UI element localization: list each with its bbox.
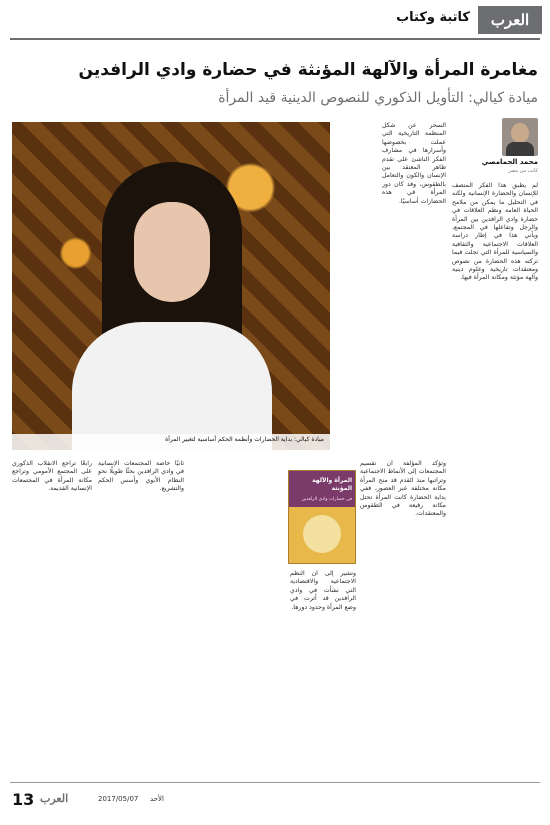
body-column-lower-right: وتؤكد المؤلفة أن تقسيم المجتمعات إلى الأنماط الاجتماعية وتراتبها منذ القدم قد منح المرأة مكانة مختلفة عبر العصور، ففي بداية الحضارة كانت المرأة تحتل مكانة رفيعة في الطقوس والمعتقدات. <box>360 460 446 518</box>
article-photo <box>12 122 330 450</box>
body-column-left-inner: ثانيًا خاصة المجتمعات الإنسانية في وادي الرافدين بحثًا طويلًا نحو النظام الأبوي وأسس الحكم والتشريع. <box>98 460 184 493</box>
author-photo <box>502 118 538 156</box>
footer-day: الأحد <box>150 795 164 803</box>
header-divider <box>10 38 540 40</box>
page-header <box>0 0 550 40</box>
page-number: 13 <box>12 790 35 809</box>
photo-caption: ميادة كيالي: بداية الحضارات وأنظمة الحكم أساسية لتغيير المرأة <box>165 436 324 443</box>
book-subtitle: في حضارات وادي الرافدين <box>301 497 352 502</box>
footer-divider <box>10 782 540 783</box>
newspaper-logo: العرب <box>478 6 542 34</box>
photo-caption-bar <box>12 434 330 450</box>
book-art <box>303 515 341 553</box>
book-title: المرأة والآلهة المؤنثة <box>312 477 352 492</box>
author-block <box>466 118 538 176</box>
body-column-right: لم يطبق هذا الفكر المنصف للإنسان والحضارة الإنسانية ولكنه في التحليل ما يمكن من ملامح الحياة العامة ونظم العلاقات في حضارة وادي الرافدين بين المرأة والرجل وتفاعلها في المجتمع، ويأتي هذا في إطار دراسة العلاقات الاجتماعية والثقافية والسياسية للمرأة التي تجلت فيما تركته هذه الحضارة من نصوص ومعتقدات تاريخية وعلوم دينية وآلهة مؤنثة ومكانة المرأة فيها. <box>452 182 538 282</box>
footer-date: 2017/05/07 <box>98 795 139 803</box>
body-column-left-outer: رابعًا تراجع الانقلاب الذكوري على المجتمع الأمومي وتراجع مكانة المرأة في المجتمعات الإنسانية القديمة. <box>12 460 92 493</box>
book-cover <box>288 470 356 564</box>
article-subheadline: ميادة كيالي: التأويل الذكوري للنصوص الدينية قيد المرأة <box>218 90 538 106</box>
body-column-upper-middle: السحر عن شكل المنظمة التاريخية التي عملت بخصوصها وأسرارها في مشارف الفكر الناشئ على تقدم ظاهر المعتقد بين الإنسان والكون والتعامل بالطقوس، وقد كان دور المرأة في هذه الحضارات أساسيًا. <box>382 122 446 205</box>
footer-logo: العرب <box>40 792 69 805</box>
section-label: كاتبة وكتاب <box>396 10 470 25</box>
body-column-middle: وتشير إلى أن النظم الاجتماعية والاقتصادية التي نشأت في وادي الرافدين قد أثرت في وضع المرأة وحدود دورها. <box>290 570 356 611</box>
article-headline: مغامرة المرأة والآلهة المؤنثة في حضارة وادي الرافدين <box>78 60 538 80</box>
author-role: كاتب من مصر <box>508 168 538 174</box>
author-name: محمد الحمامصي <box>481 158 538 166</box>
